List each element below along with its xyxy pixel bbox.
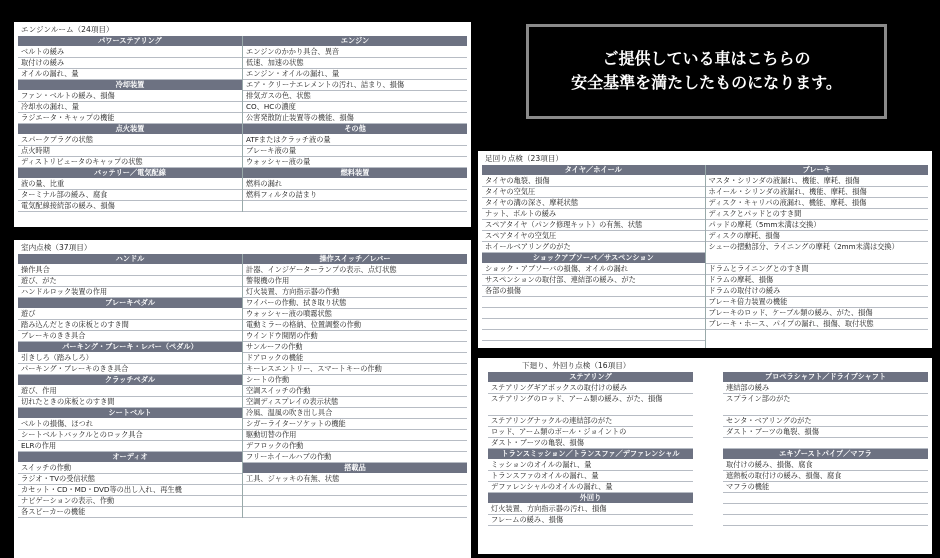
checklist-item: 液の量、比重 [18,179,242,190]
section-header: トランスミッション／トランスファ／デファレンシャル [488,449,693,460]
checklist-item: ステアリングのロッド、アーム類の緩み、がた、損傷 [488,394,693,416]
checklist-item: 駆動切替の作用 [243,430,467,441]
checklist-item: ターミナル部の緩み、腐食 [18,190,242,201]
checklist-item: ハンドルロック装置の作用 [18,287,242,298]
checklist-item: フレームの緩み、損傷 [488,515,693,526]
chassis-col-right [705,165,929,348]
checklist-item: ダスト・ブーツの亀裂、損傷 [723,427,928,438]
checklist-item: 空調ディスプレイの表示状態 [243,397,467,408]
checklist-item: ウォッシャー液の噴霧状態 [243,309,467,320]
checklist-item: スペアタイヤ（パンク修理キット）の有無、状態 [482,220,705,231]
empty-cell [243,201,467,212]
checklist-item: シューの摺動部分、ライニングの摩耗（2mm未満は交換） [706,242,929,264]
checklist-item: スイッチの作動 [18,463,242,474]
checklist-item: センタ・ベアリングのがた [723,416,928,427]
checklist-item: 低速、加速の状態 [243,58,467,69]
checklist-item: 点火時期 [18,146,242,157]
checklist-item: 燃料フィルタの詰まり [243,190,467,201]
checklist-item: ブレーキのロッド、ケーブル類の緩み、がた、損傷 [706,308,929,319]
checklist-item: ドラムの取付けの緩み [706,286,929,297]
section-header: バッテリー／電気配線 [18,168,242,179]
chassis-panel [478,151,932,348]
checklist-item: フリーホイールハブの作動 [243,452,467,463]
section-header: オーディオ [18,452,242,463]
banner-line-1: ご提供している車はこちらの [602,49,811,68]
checklist-item: 灯火装置、方向指示器の作動 [243,287,467,298]
section-header: ブレーキペダル [18,298,242,309]
empty-cell [243,496,467,507]
checklist-item: 操作具合 [18,265,242,276]
interior-col-left [18,254,242,518]
checklist-item: 切れたときの床板とのすき間 [18,397,242,408]
checklist-item: 計器、インジゲーターランプの表示、点灯状態 [243,265,467,276]
checklist-item: タイヤの溝の深さ、摩耗状態 [482,198,705,209]
checklist-item: ブレーキのきき具合 [18,331,242,342]
checklist-item: 公害発散防止装置等の機能、損傷 [243,113,467,124]
checklist-item: ベルトの緩み [18,47,242,58]
section-header: 点火装置 [18,124,242,135]
underbody-col-left [488,372,693,526]
checklist-item: ELRの作用 [18,441,242,452]
checklist-item: ホイールベアリングのがた [482,242,705,253]
checklist-item: タイヤの亀裂、損傷 [482,176,705,187]
checklist-item: タイヤの空気圧 [482,187,705,198]
checklist-item: ウォッシャー液の量 [243,157,467,168]
checklist-item: ブレーキ・ホース、パイプの漏れ、損傷、取付状態 [706,319,929,330]
section-header: ハンドル [18,254,242,265]
checklist-item: スプライン部のがた [723,394,928,416]
checklist-item: ステアリングナックルの連結部のがた [488,416,693,427]
checklist-item: 電気配線接続部の緩み、損傷 [18,201,242,212]
checklist-item: ダスト・ブーツの亀裂、損傷 [488,438,693,449]
chassis-col-left [482,165,705,348]
interior-title: 室内点検（37項目） [21,243,92,252]
checklist-item: マフラの機能 [723,482,928,493]
checklist-item: パッドの摩耗（5mm未満は交換） [706,220,929,231]
checklist-item: 連結部の緩み [723,383,928,394]
checklist-item: ショック・アブソーバの損傷、オイルの漏れ [482,264,705,275]
checklist-item: マスタ・シリンダの液漏れ、機能、摩耗、損傷 [706,176,929,187]
checklist-item: ドラムとライニングとのすき間 [706,264,929,275]
engine-room-col-left [18,36,242,212]
checklist-item: 警報機の作用 [243,276,467,287]
empty-cell [482,341,705,348]
engine-room-title: エンジンルーム（24項目） [21,25,114,34]
checklist-item: ディスク・キャリパの液漏れ、機能、摩耗、損傷 [706,198,929,209]
checklist-item: ラジエータ・キャップの機能 [18,113,242,124]
section-header: その他 [243,124,467,135]
empty-cell [723,438,928,449]
checklist-item: 空調スイッチの作動 [243,386,467,397]
checklist-item: ナビゲーションの表示、作動 [18,496,242,507]
empty-cell [482,319,705,330]
section-header: 操作スイッチ／レバー [243,254,467,265]
empty-cell [243,485,467,496]
checklist-item: シートの作動 [243,375,467,386]
checklist-item: オイルの漏れ、量 [18,69,242,80]
checklist-item: ロッド、アーム類のボール・ジョイントの [488,427,693,438]
checklist-item: デフロックの作動 [243,441,467,452]
checklist-item: 燃料の漏れ [243,179,467,190]
empty-cell [723,504,928,515]
section-header: ステアリング [488,372,693,383]
checklist-item: 遊び、作用 [18,386,242,397]
checklist-item: ディスクとパッドとのすき間 [706,209,929,220]
checklist-item: カセット・CD・MD・DVD等の出し入れ、再生機 [18,485,242,496]
checklist-item: ホイール・シリンダの液漏れ、機能、摩耗、損傷 [706,187,929,198]
engine-room-panel [14,22,471,227]
checklist-item: シートベルトバックルとのロック具合 [18,430,242,441]
checklist-item: ナット、ボルトの緩み [482,209,705,220]
checklist-item: デファレンシャルのオイルの漏れ、量 [488,482,693,493]
checklist-item: ワイパーの作動、拭き取り状態 [243,298,467,309]
empty-cell [243,507,467,518]
section-header: タイヤ／ホイール [482,165,705,176]
checklist-item: 遊び [18,309,242,320]
section-header: エキゾーストパイプ／マフラ [723,449,928,460]
safety-banner [526,24,887,119]
section-header: ショックアブソーバ／サスペンション [482,253,705,264]
checklist-item: スパークプラグの状態 [18,135,242,146]
section-header: 燃料装置 [243,168,467,179]
checklist-item: 取付けの緩み、損傷、腐食 [723,460,928,471]
checklist-item: 各部の損傷 [482,286,705,297]
interior-col-right [242,254,467,518]
section-header: パワーステアリング [18,36,242,47]
checklist-item: ディスクの摩耗、損傷 [706,231,929,242]
checklist-item: エンジン・オイルの漏れ、量 [243,69,467,80]
empty-cell [482,297,705,308]
engine-room-table [18,36,467,212]
underbody-table [482,372,928,526]
checklist-item: 各スピーカーの機能 [18,507,242,518]
empty-cell [723,515,928,526]
checklist-item: ディストリビュータのキャップの状態 [18,157,242,168]
section-header: クラッチペダル [18,375,242,386]
checklist-item: 遮熱板の取付けの緩み、損傷、腐食 [723,471,928,482]
checklist-item: エア・クリーナエレメントの汚れ、詰まり、損傷 [243,80,467,91]
section-header: パーキング・ブレーキ・レバー（ペダル） [18,342,242,353]
section-header: エンジン [243,36,467,47]
interior-table [18,254,467,518]
empty-cell [723,493,928,504]
section-header: ブレーキ [706,165,929,176]
section-header: 搭載品 [243,463,467,474]
checklist-item: ラジオ・TVの受信状態 [18,474,242,485]
checklist-item: 引きしろ（踏みしろ） [18,353,242,364]
checklist-item: ブレーキ倍力装置の機能 [706,297,929,308]
checklist-item: キーレスエントリー、スマートキーの作動 [243,364,467,375]
checklist-item: ステアリングギアボックスの取付けの緩み [488,383,693,394]
interior-panel [14,240,471,558]
chassis-table [482,165,928,348]
checklist-item: ドラムの摩耗、損傷 [706,275,929,286]
checklist-item: ベルトの損傷、ほつれ [18,419,242,430]
underbody-col-right [723,372,928,526]
checklist-item: 踏み込んだときの床板とのすき間 [18,320,242,331]
checklist-item: ミッションのオイルの漏れ、量 [488,460,693,471]
underbody-panel [478,358,932,554]
checklist-item: 取付けの緩み [18,58,242,69]
underbody-title: 下廻り、外回り点検（16項目） [522,361,631,370]
checklist-item: パーキング・ブレーキのきき具合 [18,364,242,375]
section-header: シートベルト [18,408,242,419]
checklist-item: 冷風、温風の吹き出し具合 [243,408,467,419]
checklist-item: ウインドウ開閉の作動 [243,331,467,342]
banner-line-2: 安全基準を満たしたものになります。 [571,73,842,92]
checklist-item: ATFまたはクラッチ液の量 [243,135,467,146]
section-header: 冷却装置 [18,80,242,91]
checklist-item: スペアタイヤの空気圧 [482,231,705,242]
checklist-item: サンルーフの作動 [243,342,467,353]
checklist-item: エンジンのかかり具合、異音 [243,47,467,58]
checklist-item: トランスファのオイルの漏れ、量 [488,471,693,482]
checklist-item: ファン・ベルトの緩み、損傷 [18,91,242,102]
section-header: プロペラシャフト／ドライブシャフト [723,372,928,383]
empty-cell [482,330,705,341]
section-header: 外回り [488,493,693,504]
checklist-item: 電動ミラーの格納、位置調整の作動 [243,320,467,331]
checklist-item: 冷却水の漏れ、量 [18,102,242,113]
checklist-item: 灯火装置、方向指示器の汚れ、損傷 [488,504,693,515]
checklist-item: 工具、ジャッキの有無、状態 [243,474,467,485]
checklist-item: サスペンションの取付部、連結部の緩み、がた [482,275,705,286]
checklist-item: ドアロックの機能 [243,353,467,364]
chassis-title: 足回り点検（23項目） [485,154,564,163]
checklist-item: シガーライターソケットの機能 [243,419,467,430]
checklist-item: ブレーキ液の量 [243,146,467,157]
empty-cell [482,308,705,319]
checklist-item: 排気ガスの色、状態 [243,91,467,102]
checklist-item: CO、HCの濃度 [243,102,467,113]
checklist-item: 遊び、がた [18,276,242,287]
engine-room-col-right [242,36,467,212]
